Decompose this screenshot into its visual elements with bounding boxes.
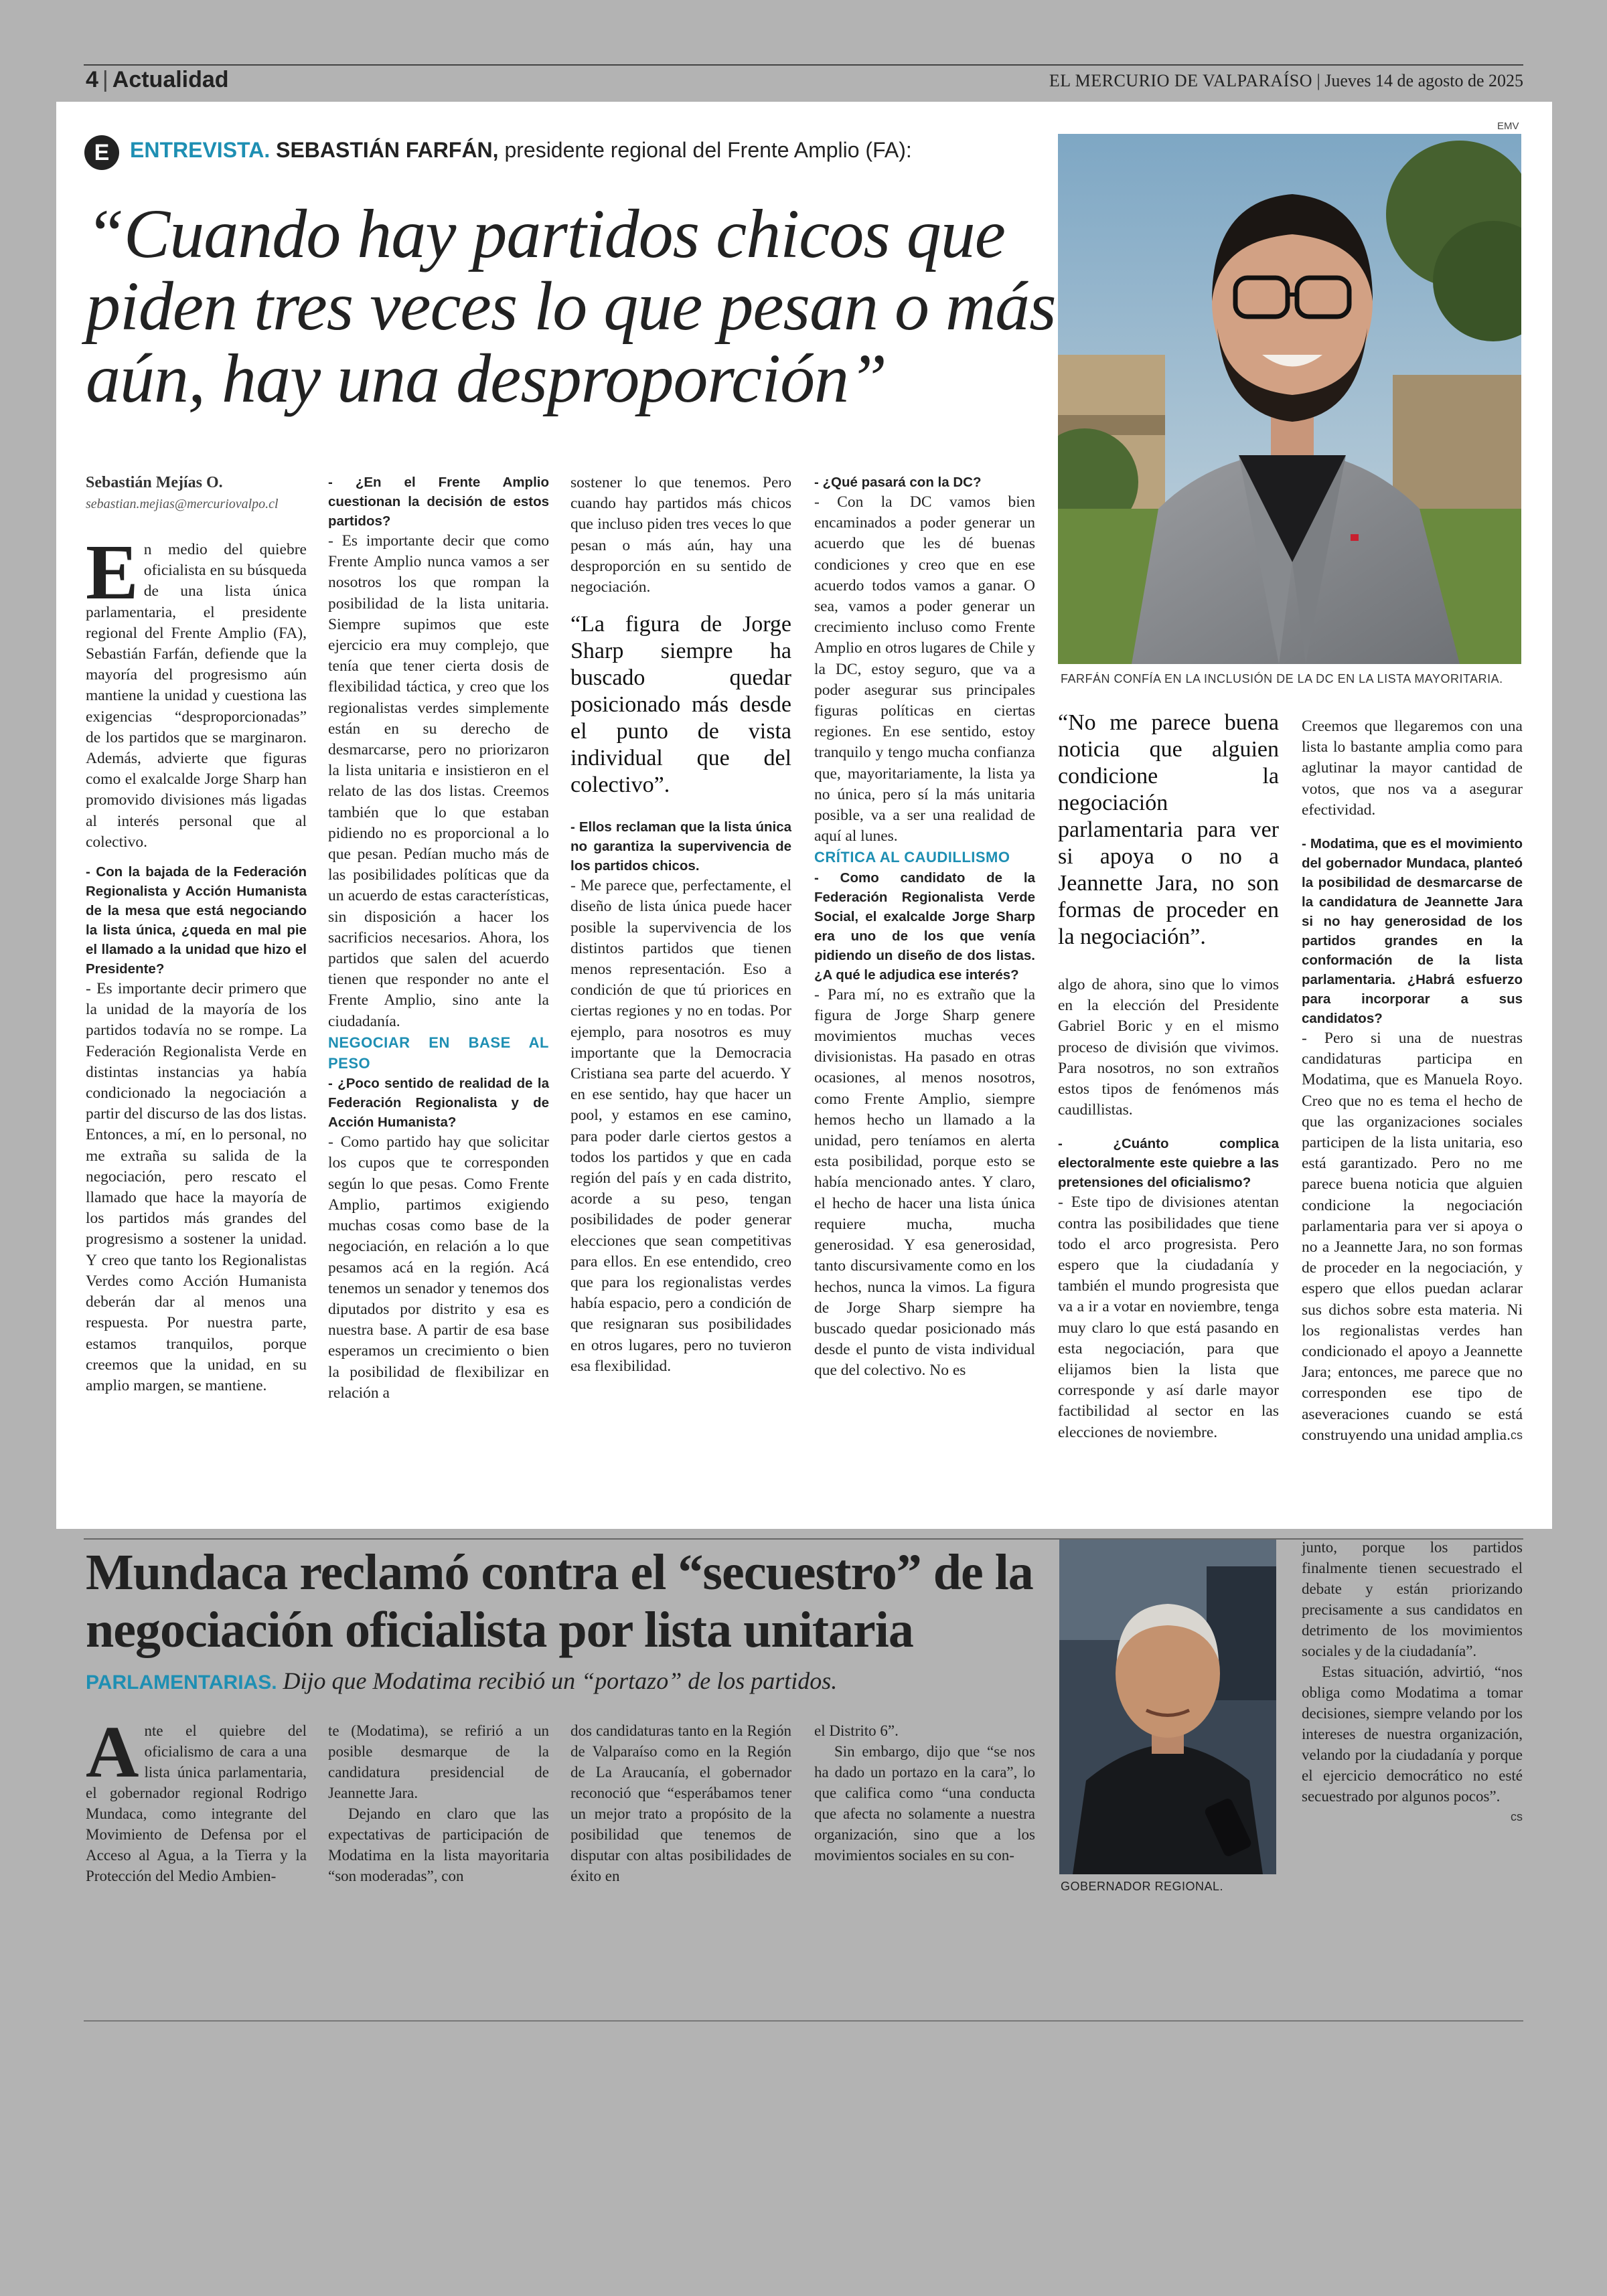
author-email: sebastian.mejias@mercuriovalpo.cl [86, 497, 279, 511]
pull-quote: “No me parece buena noticia que alguien condicione la negociación parlamentaria para ver si apoya o no a Jeannette Jara, no son formas de proceder en la negociación”. [1058, 710, 1279, 949]
page-section-header: 4 | Actualidad [86, 67, 229, 92]
interview-question: - ¿Qué pasará con la DC? [814, 475, 982, 490]
article2-column-5: junto, porque los partidos finalmente tienen secuestrado el debate y están priorizando precisamente a sus candidatos en detrimento de los movimientos sociales y de la ciudadanía”. Estas situación, advirtió, “nos obliga como Modatima a tomar decisiones, siempre velando por los intereses de nuestra organización, velando por la ciudadanía y porque el ejercicio democrático no esté secuestrado por algunos pocos”. cs [1302, 1537, 1523, 1827]
kicker-label: ENTREVISTA. [130, 138, 271, 162]
interview-answer: - Pero si una de nuestras candidaturas participa en Modatima, que es Manuela Royo. Creo que no es tema el hecho de que las organizaciones sociales participen de la lista unitaria, eso está garantizado. Pero no me parece buena noticia que alguien condicione la negociación parlamentaria para ver si apoya o no a Jeannette Jara, no son formas de proceder en la negociación, y espero que ellos puedan aclarar sus dichos sobre esta materia. Ni los regionalistas verdes han condicionado el apoyo a Jeannette Jara; entonces, me parece que no corresponden ese tipo de aseveraciones cuando se está construyendo una unidad amplia. cs [1302, 1028, 1523, 1446]
interview-question: - ¿Cuánto complica electoralmente este quiebre a las pretensiones del oficialismo? [1058, 1136, 1279, 1191]
interview-answer: - Me parece que, perfectamente, el diseño de lista única puede hacer posible la supervivencia de los distintos partidos que tienen menos representación. Eso a condición de que tú priorices en ciertas regiones y no en todas. Por ejemplo, para nosotros es muy importante que la Democracia Cristiana sea parte del acuerdo. Y en ese sentido, hay que hacer un pool, y estamos en ese camino, para poder darle ciertos gestos a todos los partidos y que en cada región del país y en cada distrito, acorde a su peso, tengan posibilidades de poder generar elecciones que sean competitivas para ellos. En ese entendido, creo que para los regionalistas verdes había espacio, pero a condición de que resignaran sus posibilidades en otros lugares, pero no tuvieron esa flexibilidad. [570, 877, 791, 1375]
header-rule [84, 64, 1523, 66]
end-mark-icon: cs [1511, 1810, 1523, 1823]
kicker-text: Dijo que Modatima recibió un “portazo” de los partidos. [277, 1667, 838, 1694]
end-mark-icon: cs [1511, 1428, 1523, 1442]
interview-answer: - Para mí, no es extraño que la figura de Jorge Sharp genere movimientos muchas veces divisionistas. Ha pasado en otras ocasiones, al menos nosotros, como Frente Amplio, siempre hemos hecho un llamado a la unidad, pero teníamos en alerta esta posibilidad, porque esto se había mencionado antes. Y claro, el hecho de hacer una lista única requiere mucha, mucha generosidad. Y esa generosidad, tanto discursivamente como en los hechos, nunca la vimos. La figura de Jorge Sharp siempre ha buscado quedar posicionado más desde el punto de vista individual que del colectivo. No es [814, 985, 1035, 1380]
article-headline: “Cuando hay partidos chicos que piden tres veces lo que pesan o más aún, hay una desproporción” [86, 195, 1056, 417]
portrait-photo-caption: FARFÁN CONFÍA EN LA INCLUSIÓN DE LA DC EN LA LISTA MAYORITARIA. [1061, 672, 1503, 685]
publication-name: EL MERCURIO DE VALPARAÍSO [1049, 71, 1312, 90]
pull-quote: “La figura de Jorge Sharp siempre ha buscado quedar posicionado más desde el punto de vista individual que del colectivo”. [570, 612, 791, 798]
interview-question: - ¿Poco sentido de realidad de la Federación Regionalista y de Acción Humanista? [328, 1076, 549, 1131]
interview-question: - ¿En el Frente Amplio cuestionan la decisión de estos partidos? [328, 475, 549, 529]
article2-column-2: te (Modatima), se refirió a un posible desmarque de la candidatura presidencial de Jeannette Jara. Dejando en claro que las expectativas de participación de Modatima en la lista mayoritaria “son moderadas”, con [328, 1722, 549, 1884]
drop-cap: E [86, 528, 139, 616]
section-name: Actualidad [112, 67, 229, 92]
interview-badge-icon: E [84, 135, 119, 170]
kicker-label: PARLAMENTARIAS. [86, 1671, 277, 1694]
governor-photo-illustration [1059, 1540, 1276, 1874]
article2-column-4: el Distrito 6”. Sin embargo, dijo que “se nos ha dado un portazo en la cara”, lo que califica como “una conducta que afecta no solamente a nuestra organización, sino que a los movimientos sociales en su con- [814, 1722, 1035, 1864]
section-subheading: NEGOCIAR EN BASE AL PESO [328, 1034, 549, 1072]
article2-column-1: Ante el quiebre del oficialismo de cara a una lista única parlamentaria, el gobernador regional Rodrigo Mundaca, como integrante del Movimiento de Defensa por el Acceso al Agua, a la Tierra y la Protección del Medio Ambien- [86, 1711, 307, 1884]
governor-photo [1059, 1540, 1276, 1874]
interview-answer: - Como partido hay que solicitar los cupos que te corresponden según lo que pesas. Como Frente Amplio, partimos exigiendo muchas cosas como base de la negociación, en relación a lo que pesamos acá en la región. Acá tenemos un senador y tenemos dos diputados por distrito y esa es nuestra base. A partir de esa base esperamos un crecimiento o bien la posibilidad de flexibilizar en relación a [328, 1133, 549, 1402]
article2-column-3: dos candidaturas tanto en la Región de Valparaíso como en la Región de La Araucanía, el gobernador reconoció que “esperábamos tener un mejor trato a propósito de la posibilidad que tenemos de disputar con altas posibilidades de éxito en [570, 1722, 791, 1884]
page-number: 4 [86, 67, 98, 92]
interview-answer: sostener lo que tenemos. Pero cuando hay partidos más chicos que incluso piden tres veces lo que pesan o más aún, hay una desproporción en su sentido de negociación. [570, 474, 791, 596]
publication-date: Jueves 14 de agosto de 2025 [1324, 71, 1523, 90]
article-column-6 [1302, 716, 1523, 1446]
interview-question: - Como candidato de la Federación Regionalista Verde Social, el exalcalde Jorge Sharp era uno de los que venía pidiendo un diseño de dos listas. ¿A qué le adjudica ese interés? [814, 870, 1035, 983]
interview-question: - Con la bajada de la Federación Regionalista y Acción Humanista de la mesa que está negociando la lista única, ¿queda en mal pie el llamado a la unidad que hizo el Presidente? [86, 864, 307, 977]
intro-paragraph: En medio del quiebre oficialista en su búsqueda de una lista única parlamentaria, el presidente regional del Frente Amplio (FA), Sebastián Farfán, defiende que la mayoría del progresismo aún mantiene la unidad y cuestiona las exigencias “desproporcionadas” de los partidos que se marginaron. Además, advierte que figuras como el exalcalde Jorge Sharp han promovido divisiones más ligadas al interés personal que al colectivo. [86, 528, 307, 851]
portrait-photo-illustration [1058, 134, 1521, 664]
interview-answer: algo de ahora, sino que lo vimos en la elección del Presidente Gabriel Boric y en el mismo proceso de división que vivimos. Para nosotros, no son extraños estos tipos de fenómenos más caudillistas. [1058, 976, 1279, 1119]
article-column-5 [1058, 710, 1279, 1443]
article-column-4 [814, 473, 1035, 1382]
interview-answer: - Este tipo de divisiones atentan contra las posibilidades que tiene todo el arco progresista. Pero espero que la ciudadanía y también el mundo progresista que va a ir a votar en noviembre, tenga muy claro lo que está pasando en esta negociación, para que elijamos bien la lista que corresponde y así darle mayor factibilidad al sector en las elecciones de noviembre. [1058, 1194, 1279, 1441]
article-column-3 [570, 473, 791, 1377]
author-byline: Sebastián Mejías O. [86, 474, 223, 491]
article2-kicker [86, 1667, 837, 1695]
kicker-name: SEBASTIÁN FARFÁN, [276, 138, 499, 162]
photo-credit: EMV [1497, 120, 1519, 132]
section-subheading: CRÍTICA AL CAUDILLISMO [814, 849, 1010, 866]
article2-headline: Mundaca reclamó contra el “secuestro” de la negociación oficialista por lista unitaria [86, 1544, 1033, 1658]
interview-answer: - Es importante decir primero que la unidad de la mayoría de los partidos todavía no se rompe. La Federación Regionalista Verde en distintas instancias ya había condicionado la negociación a partir del discurso de las dos listas. Entonces, a mí, en lo personal, no me extraña su salida de la negociación, pero rescato el llamado que hace la mayoría de los partidos más grandes del progresismo a sostener la unidad. Y creo que tanto los Regionalistas Verdes como Acción Humanista deberán dar al menos una respuesta. Por nuestra parte, estamos tranquilos, porque creemos que la unidad, en su amplio margen, se mantiene. [86, 980, 307, 1394]
article-column-2 [328, 473, 549, 1404]
drop-cap: A [86, 1711, 139, 1793]
page-bottom-rule [84, 2020, 1523, 2022]
portrait-photo [1058, 134, 1521, 664]
interview-question: - Ellos reclaman que la lista única no garantiza la supervivencia de los partidos chicos. [570, 819, 791, 874]
interview-answer: - Con la DC vamos bien encaminados a poder generar un acuerdo que les dé buenas condiciones y creo que en ese acuerdo todos vamos a ganar. O sea, vamos a poder generar un crecimiento incluso como Frente Amplio en otros lugares de Chile y la DC, estoy seguro, que va a poder asegurar sus principales figuras políticas en ciertas regiones. En ese sentido, estoy tranquilo y tengo mucha confianza que, mayoritariamente, la lista ya no única, pero sí la más unitaria posible, va a ser una realidad de aquí al lunes. [814, 493, 1035, 845]
interview-answer: - Es importante decir que como Frente Amplio nunca vamos a ser nosotros los que rompan la posibilidad de la lista unitaria. Siempre supimos que este ejercicio era muy complejo, que tenía que tener cierta dosis de flexibilidad táctica, y creo que los regionalistas verdes simplemente están en su derecho de desmarcarse, pero no priorizaron la lista unitaria e insistieron en el relato de las dos listas. Creemos también que lo que estaban pidiendo no es proporcional a lo que pesan. Pedían mucho más de las posibilidades políticas que da un acuerdo de estas características, sin disposición a hacer los sacrificios necesarios. Ahora, los partidos que salen del acuerdo tienen que responder no ante el Frente Amplio, sino ante la ciudadanía. [328, 532, 549, 1030]
article-column-1 [86, 528, 307, 1396]
article-kicker [130, 138, 912, 163]
publication-header: EL MERCURIO DE VALPARAÍSO | Jueves 14 de agosto de 2025 [1049, 71, 1523, 90]
interview-answer: Creemos que llegaremos con una lista lo bastante amplia como para aglutinar la mayor cantidad de votos, que nos va a asegurar efectividad. [1302, 718, 1523, 819]
interview-question: - Modatima, que es el movimiento del gobernador Mundaca, planteó la posibilidad de desmarcarse de la candidatura de Jeannette Jara si no hay generosidad de los partidos grandes en la conformación de la lista parlamentaria. ¿Habrá esfuerzo para incorporar a sus candidatos? [1302, 836, 1523, 1027]
kicker-rest: presidente regional del Frente Amplio (FA): [498, 138, 912, 162]
governor-photo-caption: GOBERNADOR REGIONAL. [1061, 1880, 1224, 1893]
